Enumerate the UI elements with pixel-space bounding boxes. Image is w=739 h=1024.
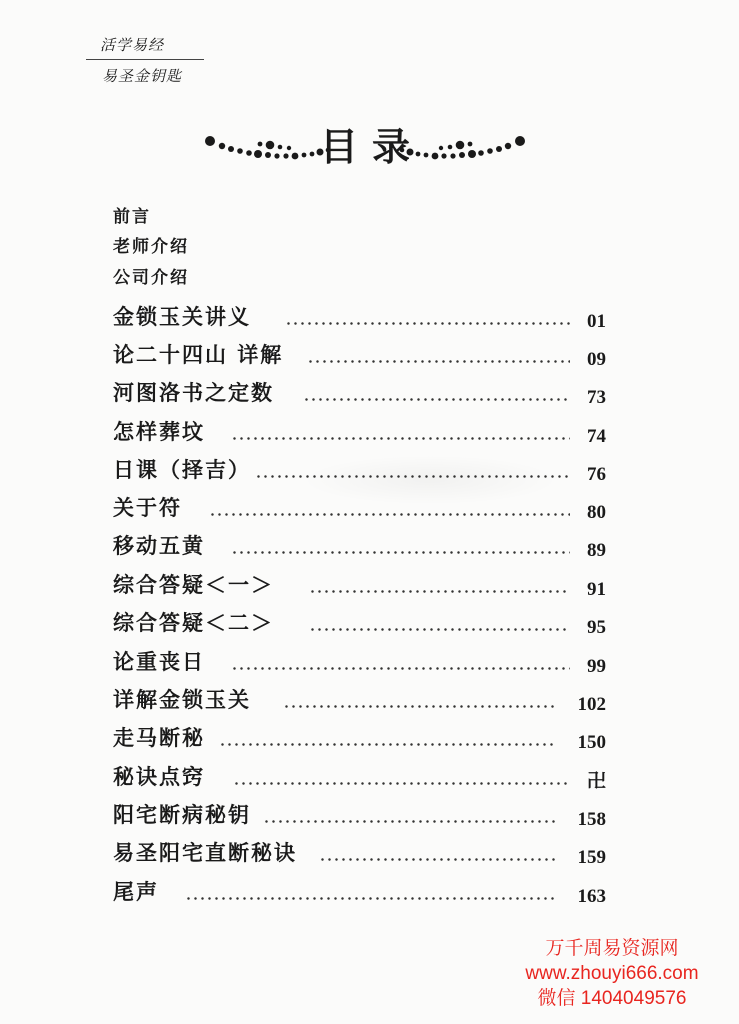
toc-entry [113, 878, 606, 908]
toc-entry-title: 日课（择吉） [113, 457, 251, 482]
toc-page-number: 73 [587, 387, 606, 408]
toc-entry [113, 456, 606, 486]
toc-entry [113, 303, 606, 333]
toc-entry-title: 论重丧日 [113, 649, 205, 674]
toc-page-number: 01 [587, 311, 606, 332]
header-divider [86, 59, 204, 60]
toc-entry-title: 秘诀点窍 [113, 764, 205, 789]
toc-page-number: 150 [577, 732, 606, 753]
series-header [86, 34, 216, 86]
front-matter-item: 老师介绍 [113, 237, 189, 257]
toc-page-number: 99 [587, 656, 606, 677]
toc-page-number: 卍 [586, 771, 606, 792]
toc-entry [113, 839, 606, 869]
toc-page-number: 76 [587, 464, 606, 485]
toc-entry [113, 686, 606, 716]
toc-leader-dots [309, 590, 570, 593]
title-banner [200, 108, 530, 178]
toc-entry-title: 易圣阳宅直断秘诀 [113, 840, 297, 865]
toc-entry [113, 724, 606, 754]
watermark [497, 936, 727, 1011]
toc-entry [113, 379, 606, 409]
toc-leader-dots [231, 437, 570, 440]
front-matter-item: 公司介绍 [113, 268, 189, 288]
series-title: 活学易经 [100, 36, 165, 54]
toc-page-number: 09 [587, 349, 606, 370]
toc-entry-title: 详解金锁玉关 [113, 687, 251, 712]
toc-entry-title: 阳宅断病秘钥 [113, 802, 251, 827]
toc-page-number: 74 [587, 426, 606, 447]
toc-leader-dots [309, 628, 570, 631]
toc-leader-dots [231, 667, 570, 670]
toc-page-number: 91 [587, 579, 606, 600]
toc-leader-dots [319, 858, 556, 861]
toc-leader-dots [283, 705, 556, 708]
toc-entry-title: 怎样葬坟 [113, 419, 205, 444]
toc-leader-dots [233, 782, 570, 785]
toc-leader-dots [185, 897, 556, 900]
toc-leader-dots [255, 475, 570, 478]
toc-leader-dots [285, 322, 570, 325]
page-title: 目录 [319, 124, 424, 169]
toc-leader-dots [263, 820, 556, 823]
toc-page-number: 89 [587, 540, 606, 561]
toc-leader-dots [303, 398, 570, 401]
toc-entry [113, 801, 606, 831]
toc-entry-title: 论二十四山 详解 [113, 342, 284, 367]
toc-entry-title: 走马断秘 [113, 725, 205, 750]
toc-entry-title: 关于符 [113, 495, 182, 520]
toc-entry [113, 609, 606, 639]
toc-entry [113, 648, 606, 678]
toc-entry-title: 综合答疑＜一＞ [113, 572, 274, 597]
toc-page-number: 102 [577, 694, 606, 715]
toc-page-number: 158 [577, 809, 606, 830]
toc-entry-title: 河图洛书之定数 [113, 380, 274, 405]
watermark-contact: 微信 1404049576 [537, 988, 687, 1009]
toc-entry-title: 综合答疑＜二＞ [113, 610, 274, 635]
series-subtitle: 易圣金钥匙 [102, 67, 183, 85]
watermark-site-name: 万千周易资源网 [545, 938, 679, 959]
toc-entry [113, 418, 606, 448]
toc-entry [113, 494, 606, 524]
toc-entry [113, 571, 606, 601]
toc-entry [113, 341, 606, 371]
toc-entry [113, 763, 606, 793]
front-matter-item: 前言 [113, 207, 151, 227]
toc-entry-title: 尾声 [113, 879, 159, 904]
watermark-url: www.zhouyi666.com [525, 963, 699, 984]
toc-page-number: 80 [587, 502, 606, 523]
toc-entry-title: 移动五黄 [113, 533, 205, 558]
toc-page-number: 159 [577, 847, 606, 868]
toc-entry-title: 金锁玉关讲义 [113, 304, 251, 329]
toc-leader-dots [307, 360, 570, 363]
toc-page-number: 95 [587, 617, 606, 638]
toc-leader-dots [219, 743, 556, 746]
toc-leader-dots [209, 513, 570, 516]
toc-page-number: 163 [577, 886, 606, 907]
toc-leader-dots [231, 551, 570, 554]
toc-entry [113, 532, 606, 562]
